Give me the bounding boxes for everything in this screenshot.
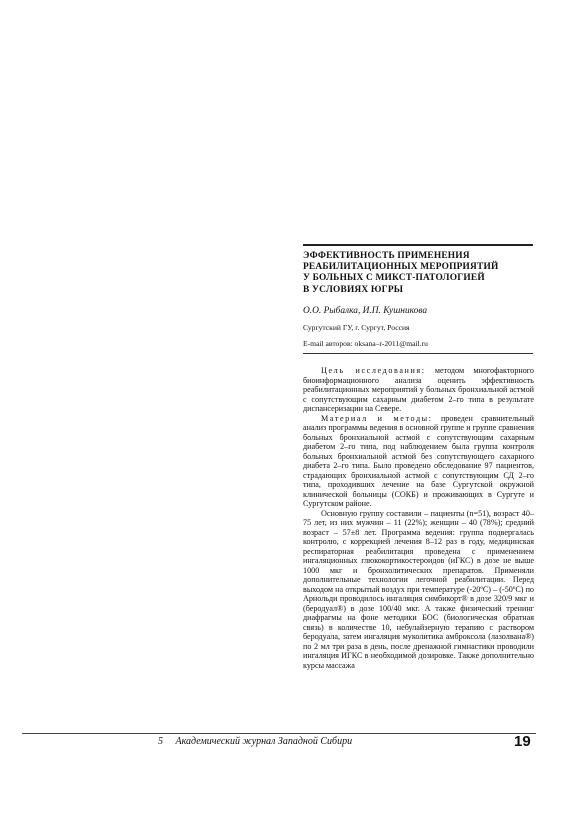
section-lead: Материал и методы: (321, 413, 433, 423)
footer-rule (22, 733, 536, 734)
paragraph-methods (303, 414, 534, 509)
journal-name: Академический журнал Западной Сибири (175, 736, 353, 747)
article-title (303, 251, 538, 296)
footer-number: 5 (158, 736, 163, 747)
title-line: В УСЛОВИЯХ ЮГРЫ (303, 284, 404, 295)
affiliation: Сургутский ГУ, г. Сургут, Россия (303, 323, 410, 332)
author-email: E-mail авторов: oksana–r-2011@mail.ru (303, 339, 428, 348)
page-number: 19 (514, 733, 531, 750)
running-footer (158, 736, 352, 747)
paragraph-text: проведен сравнительный анализ программы ведения в основной группе и группе сравнения больных бронхиальной астмой с сопутствующим сахарным диабетом 2–го типа, под наблюдением была группа контроля больных бронхиальной астмой без сопутствующего сахарного диабета 2–го типа. Было проведено обследование 97 пациентов, страдающих бронхиальной астмой с сопутствующим СД 2–го типа, проходивших лечение на базе Сургутской окружной клинической больницы (СОКБ) и проживающих в Сургуте и Сургутском районе. (303, 413, 534, 508)
title-top-rule (303, 244, 533, 246)
paragraph-text: методом многофакторного биоинформационного анализа оценить эффективность реабилитационных мероприятий у больных бронхиальной астмой с сопутствующим сахарным диабетом 2–го типа в результате диспансеризации на Севере. (303, 366, 534, 413)
paragraph-aim (303, 366, 534, 414)
title-line: РЕАБИЛИТАЦИОННЫХ МЕРОПРИЯТИЙ (303, 262, 499, 273)
title-line: У БОЛЬНЫХ С МИКСТ-ПАТОЛОГИЕЙ (303, 273, 485, 284)
section-lead: Цель исследования: (321, 366, 426, 375)
authors: О.О. Рыбалка, И.П. Кушникова (303, 306, 428, 316)
article-body (303, 366, 534, 670)
header-divider (303, 353, 533, 354)
title-line: ЭФФЕКТИВНОСТЬ ПРИМЕНЕНИЯ (303, 251, 470, 261)
paragraph-text: Основную группу составили – пациенты (n=51), возраст 40–75 лет, из них мужчин – 11 (22%); женщин – 40 (78%); средний возраст – 57±8 лет. Программа ведения: группа подвергалась контролю, с коррекцией лечения 8–12 раз в году, медицинская респираторная реабилитация проведена с применением ингаляционных глюкокортикостероидов (иГКС) в дозе не выше 1000 мкг и бронхолитических препаратов. Применяли дополнительные технологии легочной реабилитации. Перед выходом на открытый воздух при температуре (-20ºС) – (-50ºС) по Арнольди проводилось ингаляция симбикорт® в дозе 320/9 мкг и (беродуал®) в дозе 100/40 мкг. А также физический тренинг диафрагмы на фоне методики БОС (биологическая обратная связь) в количестве 10, небулайзерную терапию с раствором беродуала, затем ингаляция муколитика амброксола (лазолвана®) по 2 мл три раза в день, после дренажной гимнастики проводили ингаляция ИГКС в необходимой дозировке. Также дополнительно курсы массажа (303, 508, 534, 670)
paragraph-main-group (303, 509, 534, 671)
